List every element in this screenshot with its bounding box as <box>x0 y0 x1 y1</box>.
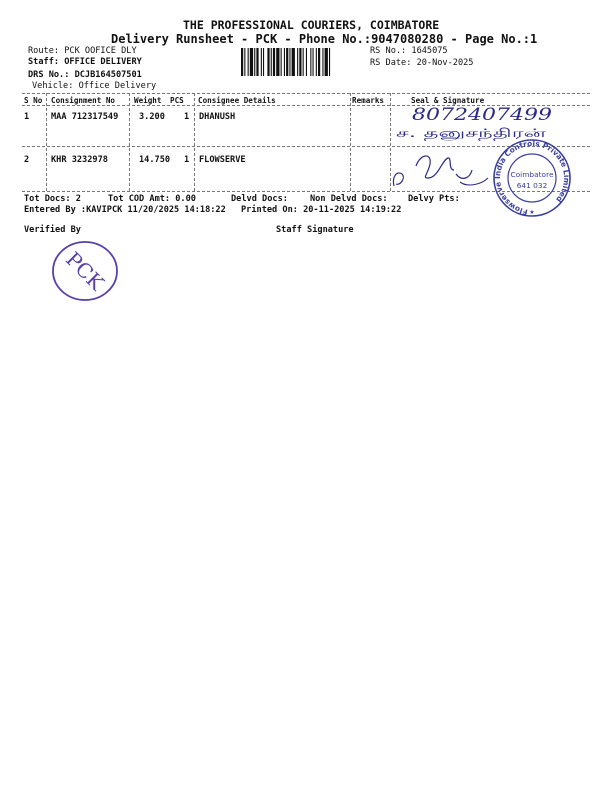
header-pcs: PCS <box>170 96 184 105</box>
col-divider <box>350 93 351 191</box>
col-divider <box>46 93 47 191</box>
header-consignment: Consignment No <box>51 96 116 105</box>
barcode-bar <box>284 48 285 76</box>
barcode-bar <box>281 48 282 76</box>
drs-number: DRS No.: DCJB164507501 <box>28 70 142 80</box>
barcode-bar <box>244 48 245 76</box>
route-label: Route: PCK OOFICE DLY <box>28 46 137 56</box>
barcode-bar <box>256 48 258 76</box>
barcode-bar <box>322 48 323 76</box>
total-cod-amount: Tot COD Amt: 0.00 <box>108 194 196 204</box>
barcode-bar <box>292 48 295 76</box>
printed-on: Printed On: 20-11-2025 14:19:22 <box>241 205 402 215</box>
handwritten-name-text: ச. தனுசந்திரன் <box>396 126 475 140</box>
barcode-bar <box>250 48 253 76</box>
col-divider <box>129 93 130 191</box>
barcode-bar <box>299 48 301 76</box>
barcode-bar <box>325 48 328 76</box>
barcode-graphic <box>241 48 366 76</box>
seal-ring-text: Flowserve India Controls Private Limited <box>493 138 572 217</box>
delivered-docs: Delvd Docs: <box>231 194 288 204</box>
handwritten-phone-text: 8072407499 <box>412 105 553 125</box>
row-1-pcs: 1 <box>184 112 190 122</box>
staff-label: Staff: OFFICE DELIVERY <box>28 57 142 67</box>
pck-stamp-text: PCK <box>61 247 109 295</box>
row-2-sno: 2 <box>24 155 30 165</box>
header-sno: S No <box>24 96 43 105</box>
pck-office-stamp <box>51 240 119 302</box>
rs-number: RS No.: 1645075 <box>370 46 448 56</box>
row-1-consignment: MAA 712317549 <box>51 112 119 122</box>
barcode-bar <box>297 48 298 76</box>
barcode-bar <box>276 48 279 76</box>
seal-star-icon: ★ <box>529 209 535 216</box>
vehicle-label: Vehicle: Office Delivery <box>32 81 157 91</box>
total-docs: Tot Docs: 2 <box>24 194 81 204</box>
header-remarks: Remarks <box>352 96 385 105</box>
header-weight: Weight <box>134 96 162 105</box>
barcode-bar <box>254 48 255 76</box>
company-seal-stamp <box>488 138 576 218</box>
col-divider <box>194 93 195 191</box>
barcode-bar <box>313 48 314 76</box>
header-consignee: Consignee Details <box>198 96 276 105</box>
staff-signature-label: Staff Signature <box>276 225 354 235</box>
non-delivered-docs: Non Delvd Docs: <box>310 194 388 204</box>
barcode-bar <box>318 48 320 76</box>
seal-pin: 641 032 <box>516 181 548 190</box>
barcode-bar <box>271 48 272 76</box>
entered-by: Entered By :KAVIPCK 11/20/2025 14:18:22 <box>24 205 226 215</box>
barcode-bar <box>286 48 288 76</box>
row-2-consignee: FLOWSERVE <box>199 155 246 165</box>
barcode-bar <box>329 48 330 76</box>
row-1-consignee: DHANUSH <box>199 112 236 122</box>
rs-date: RS Date: 20-Nov-2025 <box>370 58 474 68</box>
delivery-points: Delvy Pts: <box>408 194 460 204</box>
company-title: THE PROFESSIONAL COURIERS, COIMBATORE <box>183 18 440 32</box>
row-2-weight: 14.750 <box>139 155 171 165</box>
barcode-bar <box>267 48 269 76</box>
barcode-bar <box>303 48 304 76</box>
row-2-consignment: KHR 3232978 <box>51 155 108 165</box>
barcode-bar <box>316 48 317 76</box>
runsheet-subtitle: Delivery Runsheet - PCK - Phone No.:9047080280 - Page No.:1 <box>111 32 538 46</box>
barcode-bar <box>241 48 243 76</box>
row-1-weight: 3.200 <box>139 112 165 122</box>
row-1-sno: 1 <box>24 112 30 122</box>
table-top-rule <box>22 93 590 94</box>
barcode-bar <box>310 48 311 76</box>
verified-by-label: Verified By <box>24 225 81 235</box>
barcode-bar <box>306 48 307 76</box>
barcode-bar <box>263 48 264 76</box>
barcode-bar <box>261 48 262 76</box>
barcode-bar <box>248 48 249 76</box>
seal-city: Coimbatore <box>510 170 554 179</box>
barcode-bar <box>273 48 275 76</box>
row-2-pcs: 1 <box>184 155 190 165</box>
header-seal: Seal & Signature <box>411 96 485 105</box>
barcode-bar <box>289 48 290 76</box>
